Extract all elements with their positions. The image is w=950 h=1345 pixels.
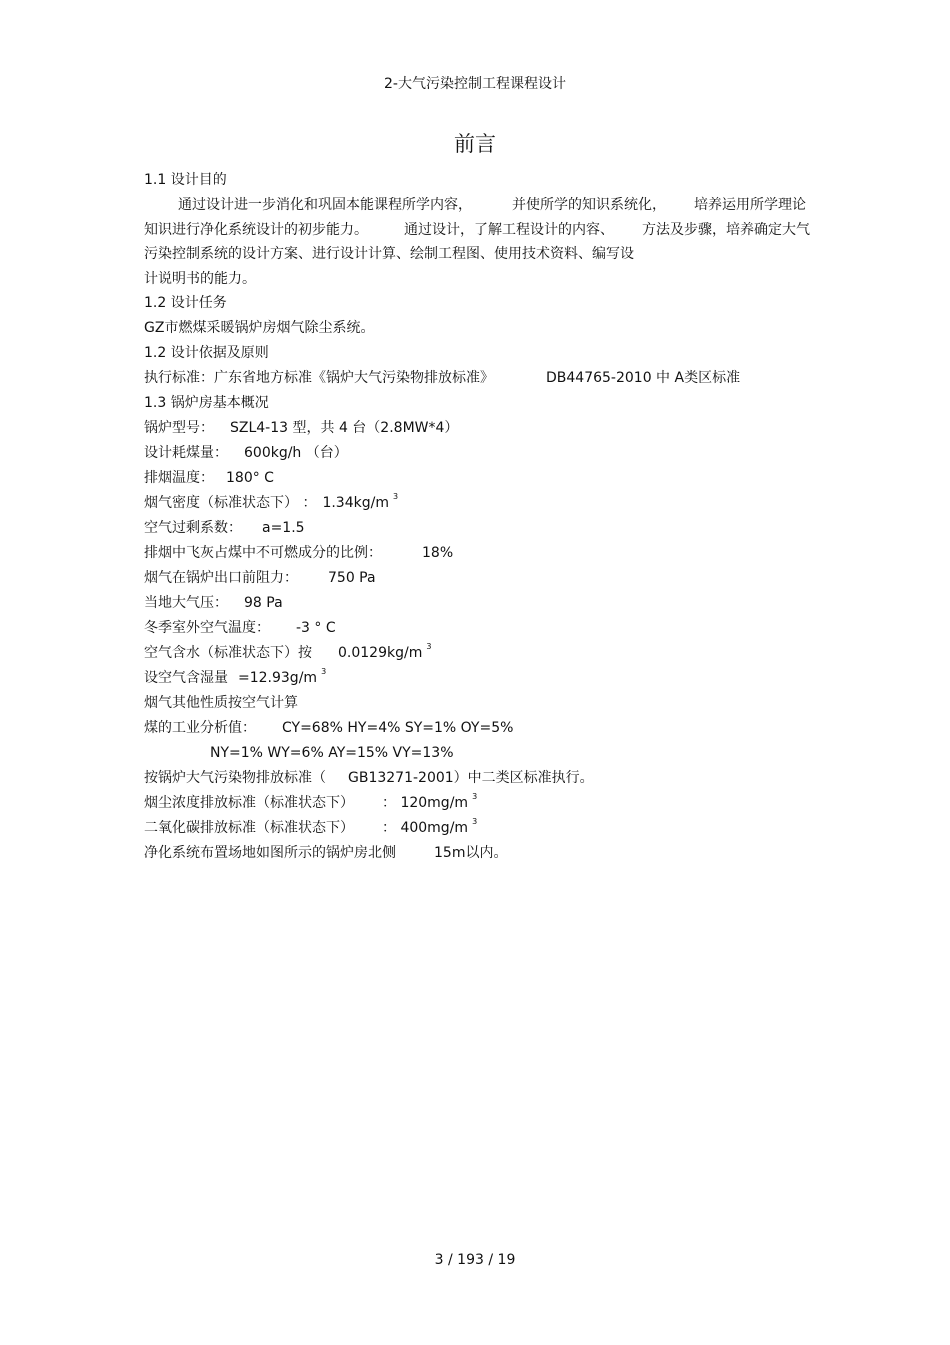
page-separator: /: [488, 1252, 494, 1268]
limit-label: 烟尘浓度排放标准（标准状态下）: [144, 795, 354, 811]
page-title: 前言: [454, 132, 496, 156]
text-run: 执行标准：广东省地方标准《锅炉大气污染物排放标准》: [144, 370, 494, 386]
limit-label: 二氧化碳排放标准（标准状态下）: [144, 820, 354, 836]
param-line: [144, 641, 810, 666]
param-label: 空气含水（标准状态下）按: [144, 645, 312, 661]
superscript: 3: [321, 667, 327, 676]
limit-line: [144, 816, 810, 841]
coal-values: NY=1% WY=6% AY=15% VY=13%: [210, 745, 454, 761]
limit-value: ： 120mg/m: [382, 795, 469, 811]
superscript: 3: [472, 817, 478, 826]
purpose-paragraph: [144, 193, 810, 291]
superscript: 3: [472, 792, 478, 801]
param-label: 锅炉型号：: [144, 420, 214, 436]
limit-line: [144, 791, 810, 816]
param-label: 烟气在锅炉出口前阻力：: [144, 570, 298, 586]
task-text: GZ市燃煤采暖锅炉房烟气除尘系统。: [144, 320, 375, 336]
text-run: 净化系统布置场地如图所示的锅炉房北侧: [144, 845, 396, 861]
param-value: a=1.5: [262, 520, 305, 536]
page-header: 2-大气污染控制工程课程设计: [384, 76, 566, 92]
param-value: =12.93g/m: [238, 670, 318, 686]
text-run: 方法及步骤，培养确定大气污染控制系统的设计方案、进行设计计算、绘制工程图、使用技术资料、编写设: [144, 221, 810, 262]
other-properties: 烟气其他性质按空气计算: [144, 695, 298, 711]
page-separator: /: [448, 1252, 453, 1268]
superscript: 3: [392, 492, 399, 501]
standard-text: [144, 366, 810, 391]
param-value: 0.0129kg/m: [338, 645, 423, 661]
param-line: [144, 566, 810, 591]
param-label: 当地大气压：: [144, 595, 228, 611]
param-line: [144, 541, 810, 566]
coal-analysis: [144, 716, 810, 741]
coal-analysis-cont: [144, 741, 810, 766]
param-value: 180° C: [226, 470, 274, 486]
param-line: [144, 591, 810, 616]
param-value: 18%: [422, 545, 454, 561]
text-run: 15m以内。: [434, 845, 508, 861]
param-line: [144, 416, 810, 441]
text-run: 通过设计，了解工程设计的内容、: [404, 221, 614, 238]
standard-line: [144, 766, 810, 791]
param-line: [144, 491, 810, 516]
param-label: 设计耗煤量：: [144, 445, 228, 461]
param-line: [144, 616, 810, 641]
text-run: GB13271-2001）中二类区标准执行。: [348, 770, 594, 786]
param-value: 98 Pa: [244, 595, 283, 611]
param-label: 排烟中飞灰占煤中不可燃成分的比例：: [144, 545, 382, 561]
text-run: DB44765-2010 中 A类区标准: [546, 370, 741, 386]
coal-values: CY=68% HY=4% SY=1% OY=5%: [282, 720, 514, 736]
param-line: [144, 516, 810, 541]
text-run: 并使所学的知识系统化，: [512, 197, 666, 213]
document-body: [144, 168, 810, 866]
site-line: [144, 841, 810, 866]
page-number: 3: [434, 1252, 444, 1268]
param-line: [144, 666, 810, 691]
param-value: 600kg/h （台）: [244, 445, 348, 461]
page-footer: [0, 1252, 950, 1268]
text-run: 按锅炉大气污染物排放标准（: [144, 770, 326, 786]
text-run: 通过设计进一步消化和巩固本能课程所学内容，: [178, 197, 472, 213]
page-index: 19: [497, 1252, 516, 1268]
section-heading: 1.1 设计目的: [144, 172, 227, 188]
param-label: 设空气含湿量: [144, 670, 228, 686]
section-heading: 1.2 设计任务: [144, 295, 227, 311]
text-run: 计说明书的能力。: [144, 270, 256, 287]
param-line: [144, 441, 810, 466]
param-label: 烟气密度（标准状态下） ：: [144, 495, 317, 511]
param-value: -3 ° C: [296, 620, 336, 636]
section-heading: 1.3 锅炉房基本概况: [144, 395, 269, 411]
page-total: 193: [457, 1252, 484, 1268]
param-line: [144, 466, 810, 491]
param-label: 冬季室外空气温度：: [144, 620, 270, 636]
text-run: 培养运用所学理论知识进行净化系统设计的初步能力。: [144, 197, 806, 238]
param-value: 750 Pa: [328, 570, 376, 586]
param-value: 1.34kg/m: [322, 495, 389, 511]
param-label: 空气过剩系数：: [144, 520, 242, 536]
section-heading: 1.2 设计依据及原则: [144, 345, 269, 361]
param-label: 排烟温度：: [144, 470, 214, 486]
coal-label: 煤的工业分析值：: [144, 720, 256, 736]
limit-value: ： 400mg/m: [382, 820, 469, 836]
superscript: 3: [426, 642, 432, 651]
param-value: SZL4-13 型，共 4 台（2.8MW*4）: [230, 420, 459, 436]
